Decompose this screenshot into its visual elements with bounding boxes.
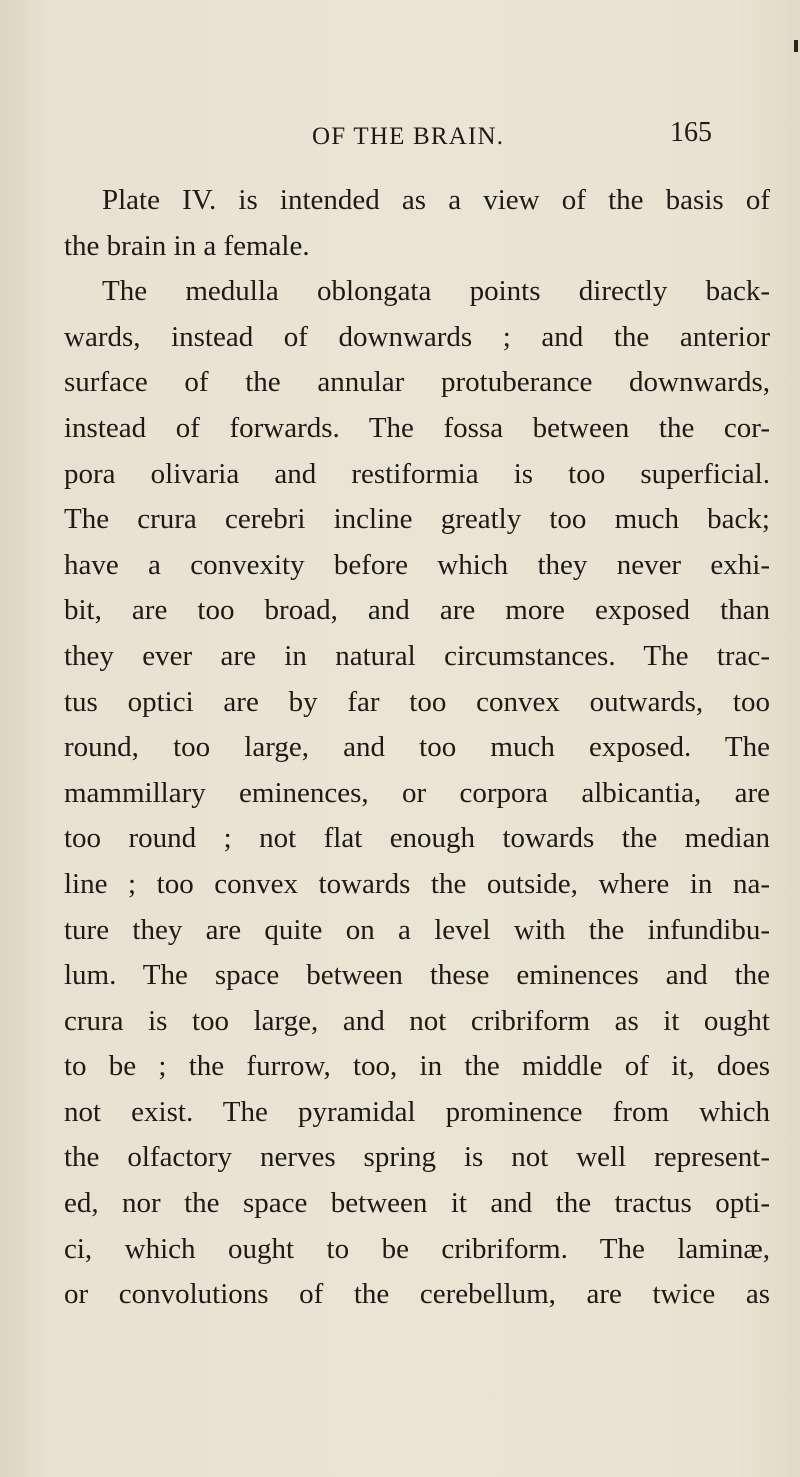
text-line: mammillary eminences, or corpora albicantia, are: [64, 776, 770, 809]
text-line: tus optici are by far too convex outwards, too: [64, 685, 770, 718]
text-line: surface of the annular protuberance downwards,: [64, 366, 770, 399]
text-line: round, too large, and too much exposed. The: [64, 731, 770, 764]
text-line: line ; too convex towards the outside, where in na-: [64, 867, 770, 900]
text-line: not exist. The pyramidal prominence from which: [64, 1095, 770, 1128]
running-head: [0, 117, 800, 162]
text-line: too round ; not flat enough towards the median: [64, 822, 770, 855]
text-line: Plate IV. is intended as a view of the basis of: [102, 184, 770, 216]
text-line: crura is too large, and not cribriform as it ought: [64, 1004, 770, 1037]
text-line: have a convexity before which they never exhi-: [64, 548, 770, 581]
text-line: ci, which ought to be cribriform. The laminæ,: [64, 1232, 770, 1265]
text-line: bit, are too broad, and are more exposed than: [64, 594, 770, 627]
text-line: the olfactory nerves spring is not well represent-: [64, 1141, 770, 1174]
body-text: [64, 178, 770, 1318]
text-line: instead of forwards. The fossa between the cor-: [64, 411, 770, 444]
text-line: lum. The space between these eminences and the: [64, 959, 770, 992]
text-line: The crura cerebri incline greatly too much back;: [64, 503, 770, 536]
text-line: The medulla oblongata points directly back-: [102, 275, 770, 308]
text-line: pora olivaria and restiformia is too superficial.: [64, 457, 770, 490]
text-line: ture they are quite on a level with the infundibu-: [64, 913, 770, 946]
text-line: to be ; the furrow, too, in the middle of it, does: [64, 1050, 770, 1083]
page-number: 165: [670, 117, 712, 148]
text-line: they ever are in natural circumstances. The trac-: [64, 639, 770, 672]
running-title: OF THE BRAIN.: [312, 123, 505, 150]
text-line: the brain in a female.: [64, 229, 310, 262]
text-line: or convolutions of the cerebellum, are twice as: [64, 1278, 770, 1311]
text-line: wards, instead of downwards ; and the anterior: [64, 320, 770, 353]
text-line: ed, nor the space between it and the tractus opti-: [64, 1187, 770, 1220]
page-edge-mark: [794, 40, 798, 52]
